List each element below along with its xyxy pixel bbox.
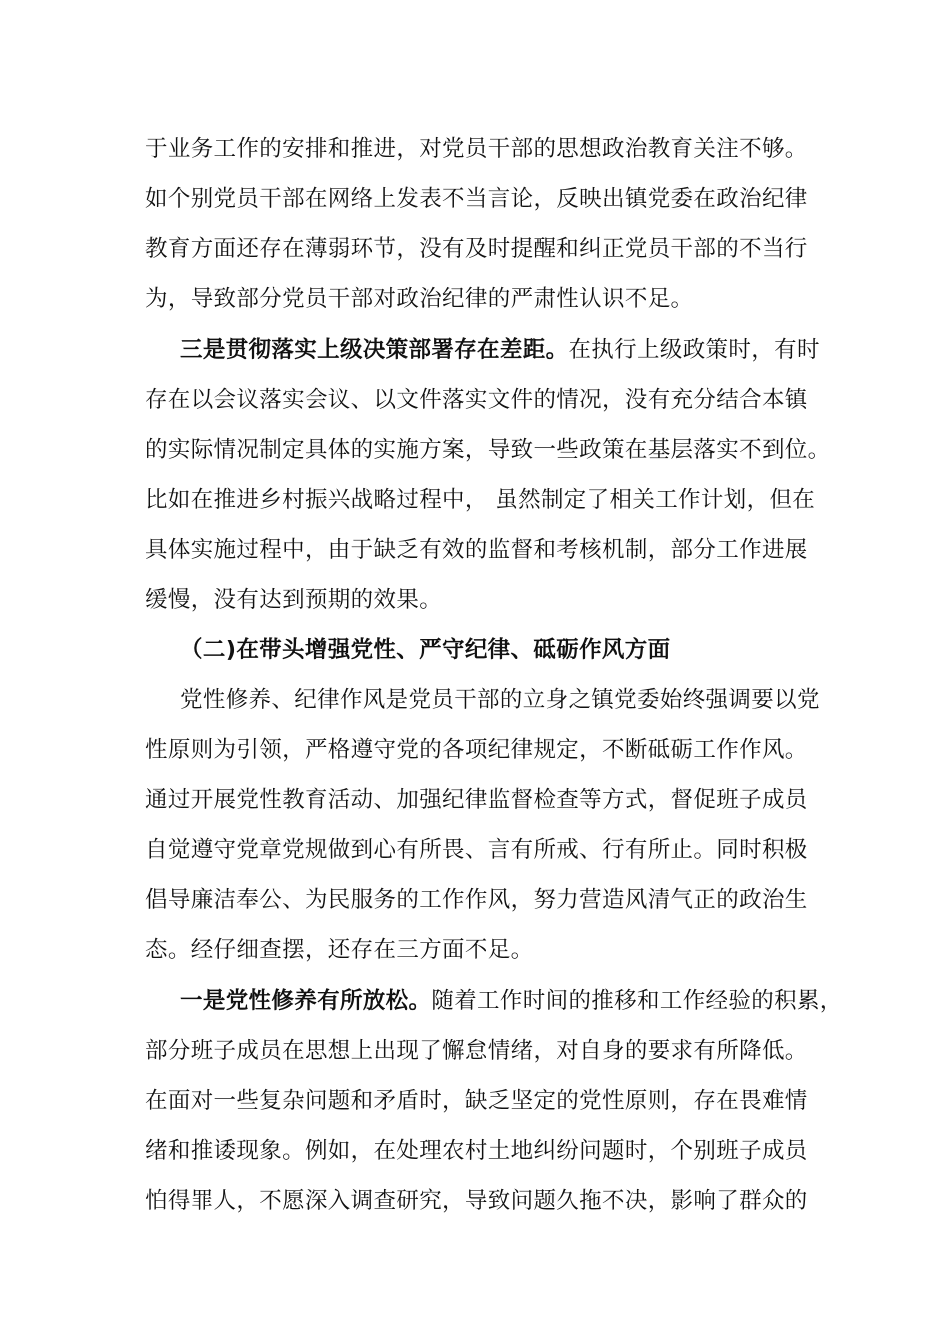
text-line: 部分班子成员在思想上出现了懈怠情绪，对自身的要求有所降低。 xyxy=(145,1038,808,1064)
paragraph-first-line xyxy=(180,986,843,1016)
text-line: 于业务工作的安排和推进，对党员干部的思想政治教育关注不够。 xyxy=(145,136,808,162)
text-line: 态。经仔细查摆，还存在三方面不足。 xyxy=(145,937,534,963)
text-line: 为，导致部分党员干部对政治纪律的严肃性认识不足。 xyxy=(145,286,694,312)
text-line: 缓慢，没有达到预期的效果。 xyxy=(145,587,443,613)
bold-lead: 三是贯彻落实上级决策部署存在差距。 xyxy=(180,337,569,363)
text-line: 比如在推进乡村振兴战略过程中， 虽然制定了相关工作计划，但在 xyxy=(145,487,816,513)
text-line: 教育方面还存在薄弱环节，没有及时提醒和纠正党员干部的不当行 xyxy=(145,236,808,262)
text-line: 的实际情况制定具体的实施方案，导致一些政策在基层落实不到位。 xyxy=(145,437,831,463)
text-line: 怕得罪人，不愿深入调查研究，导致问题久拖不决，影响了群众的 xyxy=(145,1188,808,1214)
text-line: 绪和推诿现象。例如，在处理农村土地纠纷问题时，个别班子成员 xyxy=(145,1138,808,1164)
paragraph-first-line xyxy=(180,335,820,365)
text-line: 如个别党员干部在网络上发表不当言论，反映出镇党委在政治纪律 xyxy=(145,186,808,212)
text-line: 通过开展党性教育活动、加强纪律监督检查等方式，督促班子成员 xyxy=(145,787,808,813)
bold-lead: 一是党性修养有所放松。 xyxy=(180,988,432,1014)
text-line: 在面对一些复杂问题和矛盾时，缺乏坚定的党性原则，存在畏难情 xyxy=(145,1088,808,1114)
text-line: 性原则为引领，严格遵守党的各项纪律规定，不断砥砺工作作风。 xyxy=(145,737,808,763)
text-line: 存在以会议落实会议、以文件落实文件的情况，没有充分结合本镇 xyxy=(145,387,808,413)
text-line: 党性修养、纪律作风是党员干部的立身之镇党委始终强调要以党 xyxy=(180,687,820,713)
text-line: 具体实施过程中，由于缺乏有效的监督和考核机制，部分工作进展 xyxy=(145,537,808,563)
text-span: 随着工作时间的推移和工作经验的积累， xyxy=(431,988,843,1014)
section-heading: （二)在带头增强党性、严守纪律、砥砺作风方面 xyxy=(180,637,671,663)
text-line: 自觉遵守党章党规做到心有所畏、言有所戒、行有所止。同时积极 xyxy=(145,837,808,863)
text-line: 倡导廉洁奉公、为民服务的工作作风，努力营造风清气正的政治生 xyxy=(145,887,808,913)
text-span: 在执行上级政策时，有时 xyxy=(568,337,820,363)
